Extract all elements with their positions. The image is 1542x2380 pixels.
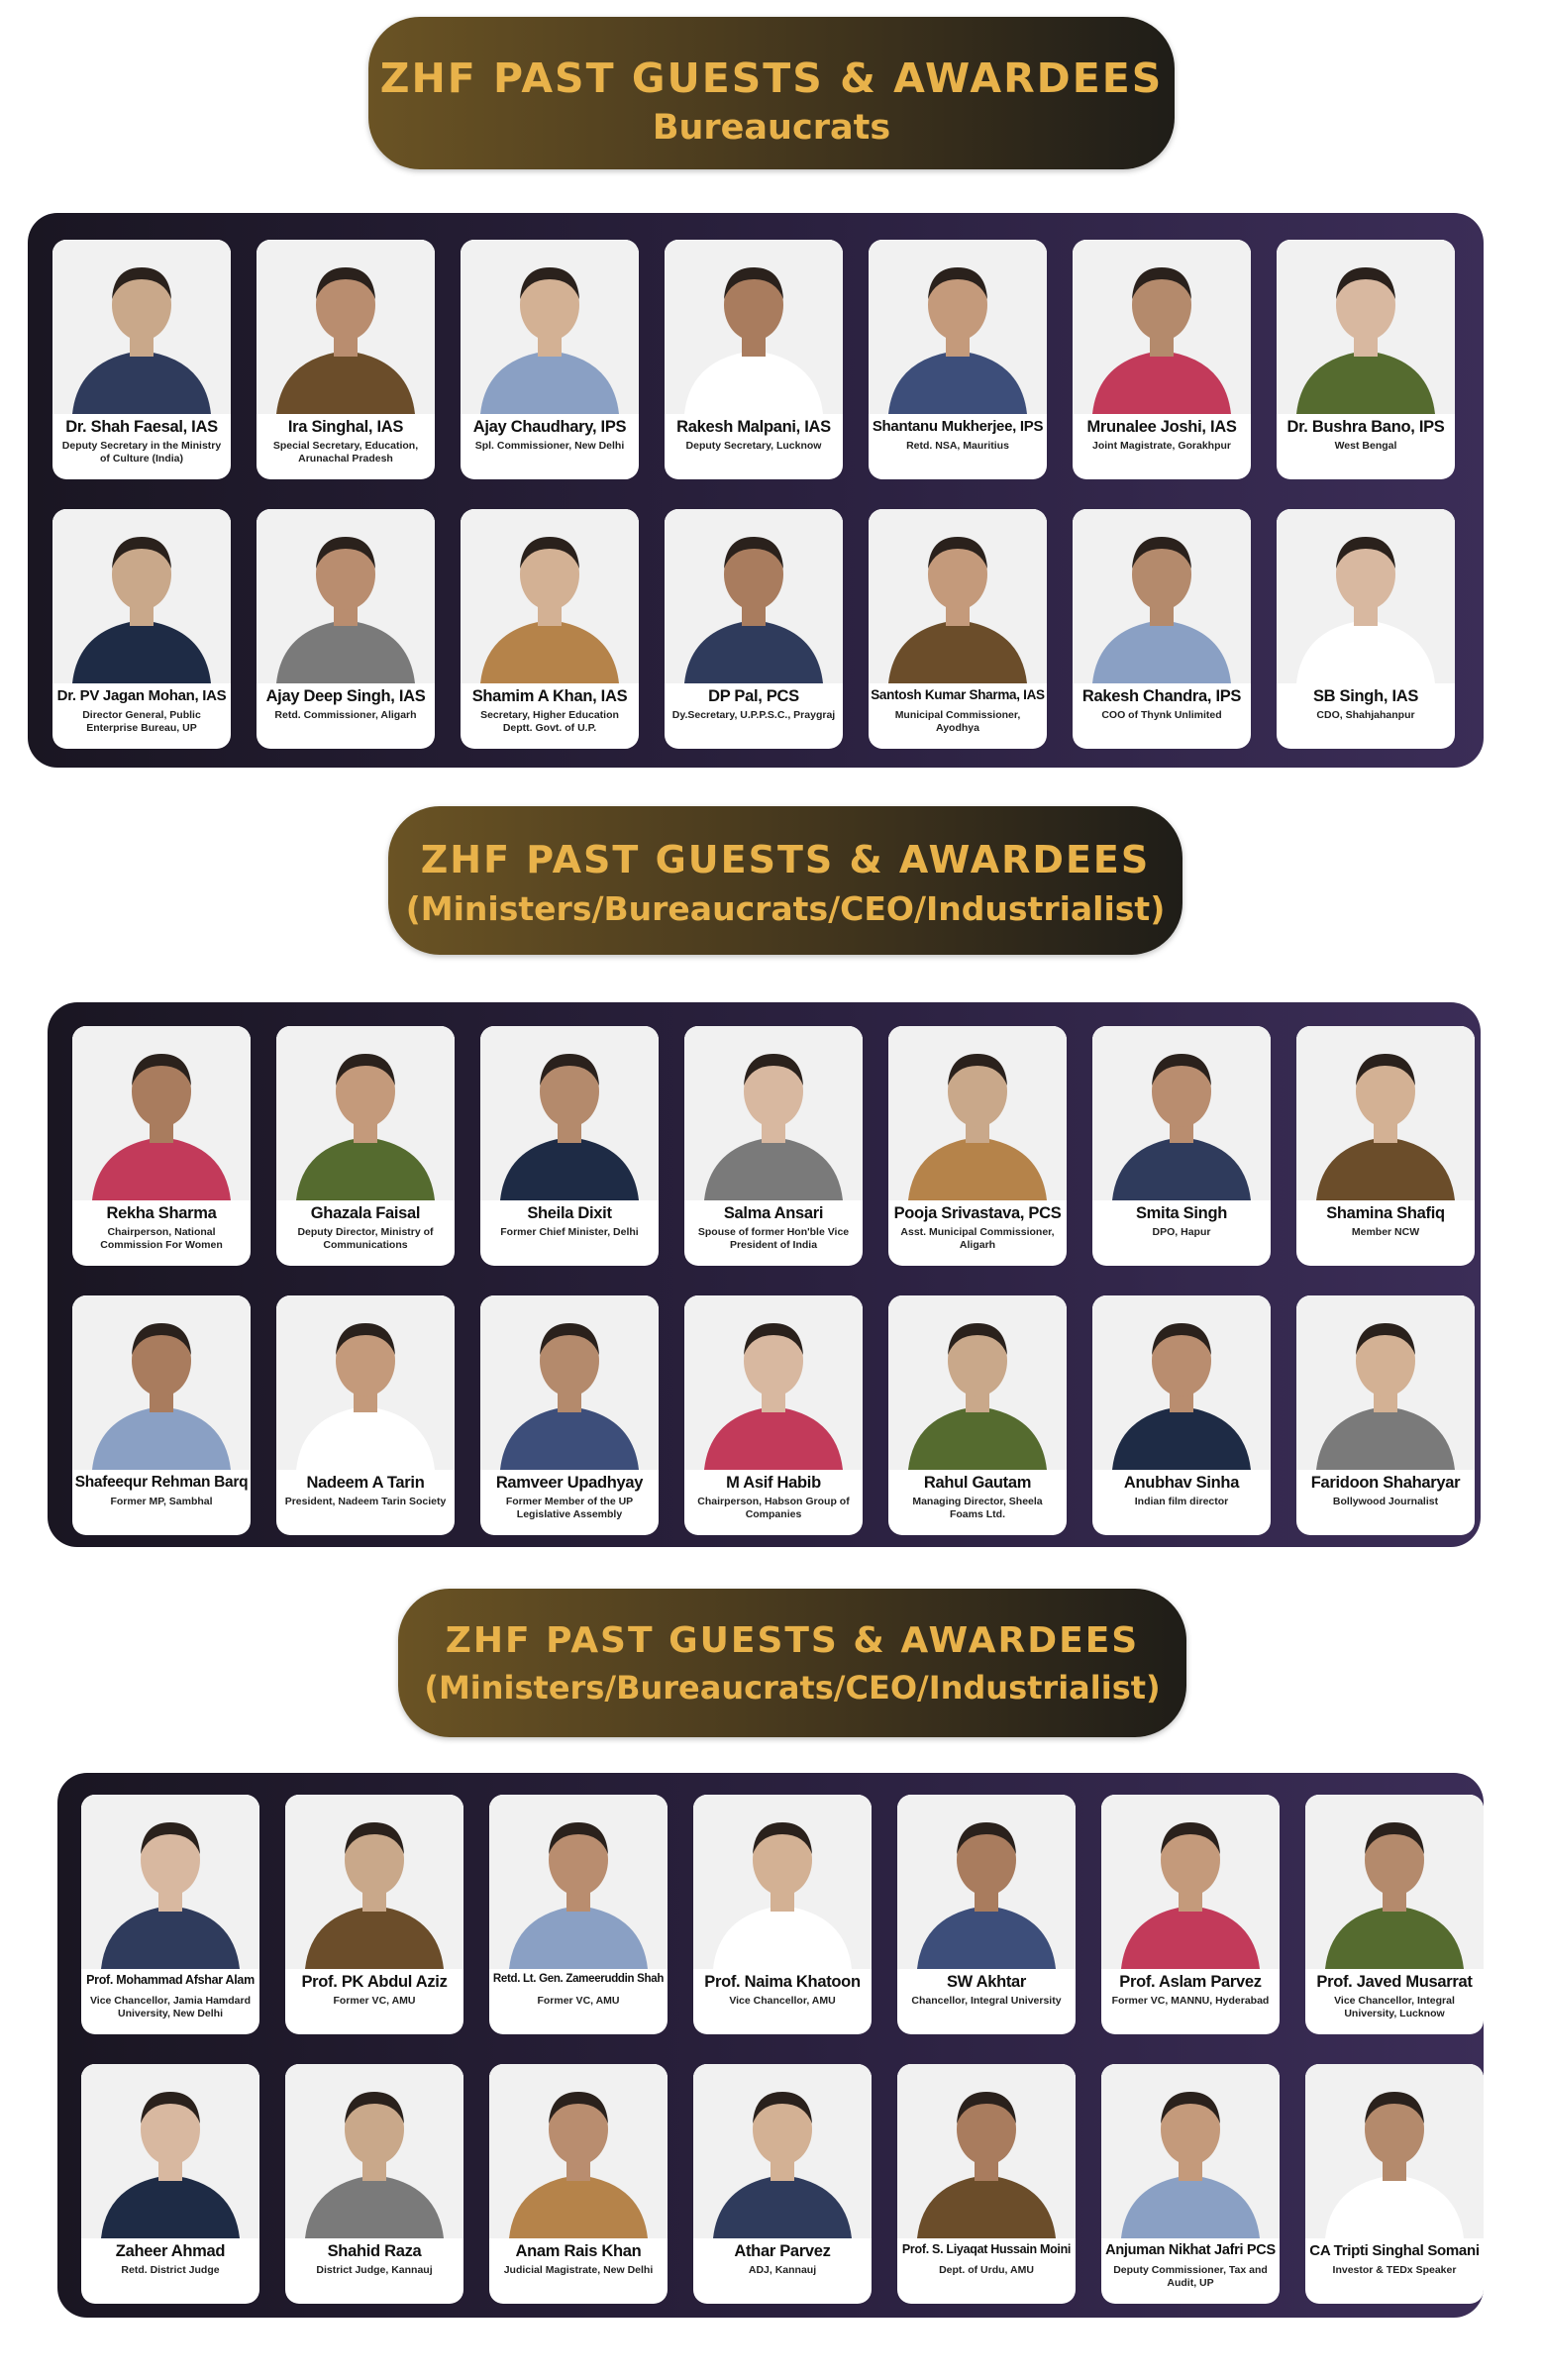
guest-panel-2 xyxy=(48,1002,1481,1547)
person-avatar-icon xyxy=(869,509,1047,683)
guest-photo xyxy=(869,240,1047,414)
guest-role: Former Chief Minister, Delhi xyxy=(500,1226,639,1238)
person-avatar-icon xyxy=(52,240,231,414)
guest-photo xyxy=(285,2064,463,2238)
guest-card xyxy=(81,2064,259,2304)
guest-role: Former Member of the UP Legislative Assembly xyxy=(505,1496,634,1520)
section-heading-ministers-2 xyxy=(398,1589,1186,1737)
guest-name: Nadeem A Tarin xyxy=(306,1474,425,1492)
guest-role: Chairperson, National Commission For Women xyxy=(100,1226,223,1251)
guest-photo xyxy=(684,1295,863,1470)
guest-name: Zaheer Ahmad xyxy=(115,2242,226,2260)
guest-card xyxy=(72,1026,251,1266)
guest-photo xyxy=(1092,1026,1271,1200)
guest-card xyxy=(461,240,639,479)
guest-grid xyxy=(52,240,1455,749)
guest-photo xyxy=(257,509,435,683)
guest-card xyxy=(489,1795,668,2034)
guest-photo xyxy=(480,1026,659,1200)
guest-name: SB Singh, IAS xyxy=(1312,687,1419,705)
guest-name: Prof. PK Abdul Aziz xyxy=(301,1973,448,1991)
guest-photo xyxy=(684,1026,863,1200)
guest-card xyxy=(480,1026,659,1266)
heading-subtitle: Bureaucrats xyxy=(652,108,891,148)
person-avatar-icon xyxy=(72,1295,251,1470)
guest-name: DP Pal, PCS xyxy=(708,687,799,705)
guest-name: Pooja Srivastava, PCS xyxy=(893,1204,1062,1222)
guest-name: Anam Rais Khan xyxy=(515,2242,642,2260)
guest-name: Sheila Dixit xyxy=(527,1204,612,1222)
guest-name: SW Akhtar xyxy=(946,1973,1027,1991)
guest-card xyxy=(693,2064,872,2304)
person-avatar-icon xyxy=(285,1795,463,1969)
guest-name: Shantanu Mukherjee, IPS xyxy=(872,418,1044,435)
person-avatar-icon xyxy=(1073,509,1251,683)
heading-title: ZHF PAST GUESTS & AWARDEES xyxy=(379,54,1164,102)
guest-role: Deputy Director, Ministry of Communications xyxy=(297,1226,434,1251)
guest-card xyxy=(1073,509,1251,749)
heading-title: ZHF PAST GUESTS & AWARDEES xyxy=(420,838,1151,881)
guest-photo xyxy=(480,1295,659,1470)
person-avatar-icon xyxy=(276,1295,455,1470)
guest-name: Prof. Mohammad Afshar Alam xyxy=(86,1973,255,1987)
person-avatar-icon xyxy=(888,1295,1067,1470)
guest-role: ADJ, Kannauj xyxy=(748,2264,817,2276)
guest-card xyxy=(888,1026,1067,1266)
guest-card xyxy=(1277,509,1455,749)
person-avatar-icon xyxy=(1305,2064,1484,2238)
guest-grid xyxy=(72,1026,1475,1535)
section-heading-bureaucrats xyxy=(368,17,1175,169)
heading-subtitle: (Ministers/Bureaucrats/CEO/Industrialist) xyxy=(424,1669,1161,1707)
guest-card xyxy=(897,1795,1076,2034)
guest-card xyxy=(1073,240,1251,479)
guest-photo xyxy=(665,240,843,414)
guest-role: Special Secretary, Education, Arunachal Pradesh xyxy=(272,440,419,465)
guest-card xyxy=(52,240,231,479)
guest-role: Retd. Commissioner, Aligarh xyxy=(274,709,417,721)
guest-role: Vice Chancellor, Integral University, Lucknow xyxy=(1334,1995,1455,2019)
guest-name: Shafeequr Rehman Barq xyxy=(74,1474,249,1491)
heading-title: ZHF PAST GUESTS & AWARDEES xyxy=(445,1620,1140,1661)
guest-role: Managing Director, Sheela Foams Ltd. xyxy=(912,1496,1043,1520)
person-avatar-icon xyxy=(684,1026,863,1200)
guest-grid xyxy=(81,1795,1484,2304)
guest-role: West Bengal xyxy=(1334,440,1397,452)
guest-panel-3 xyxy=(57,1773,1484,2318)
guest-photo xyxy=(72,1026,251,1200)
guest-card xyxy=(489,2064,668,2304)
guest-card xyxy=(1092,1295,1271,1535)
guest-role: Indian film director xyxy=(1134,1496,1229,1507)
guest-card xyxy=(869,240,1047,479)
guest-name: Ajay Chaudhary, IPS xyxy=(472,418,627,436)
guest-name: M Asif Habib xyxy=(726,1474,821,1492)
guest-card xyxy=(1305,1795,1484,2034)
guest-role: Director General, Public Enterprise Bureau, UP xyxy=(82,709,201,734)
guest-photo xyxy=(52,509,231,683)
guest-role: Dept. of Urdu, AMU xyxy=(939,2264,1034,2276)
guest-name: Faridoon Shaharyar xyxy=(1310,1474,1461,1492)
guest-card xyxy=(665,240,843,479)
guest-role: District Judge, Kannauj xyxy=(316,2264,433,2276)
guest-card xyxy=(1101,2064,1280,2304)
guest-role: Member NCW xyxy=(1351,1226,1420,1238)
guest-photo xyxy=(81,1795,259,1969)
guest-photo xyxy=(72,1295,251,1470)
guest-photo xyxy=(1073,509,1251,683)
guest-name: Prof. Naima Khatoon xyxy=(704,1973,861,1991)
person-avatar-icon xyxy=(1296,1295,1475,1470)
guest-role: Chancellor, Integral University xyxy=(911,1995,1062,2007)
guest-role: Dy.Secretary, U.P.P.S.C., Praygraj xyxy=(671,709,836,721)
guest-photo xyxy=(665,509,843,683)
guest-role: Vice Chancellor, AMU xyxy=(729,1995,836,2007)
guest-card xyxy=(1296,1026,1475,1266)
guest-photo xyxy=(693,1795,872,1969)
guest-name: Shamina Shafiq xyxy=(1326,1204,1445,1222)
person-avatar-icon xyxy=(1092,1026,1271,1200)
guest-photo xyxy=(888,1026,1067,1200)
guest-photo xyxy=(1101,2064,1280,2238)
guest-card xyxy=(276,1026,455,1266)
guest-photo xyxy=(1101,1795,1280,1969)
guest-card xyxy=(285,2064,463,2304)
guest-card xyxy=(888,1295,1067,1535)
guest-photo xyxy=(1296,1026,1475,1200)
person-avatar-icon xyxy=(897,2064,1076,2238)
guest-name: Ghazala Faisal xyxy=(310,1204,421,1222)
guest-name: Ira Singhal, IAS xyxy=(287,418,404,436)
person-avatar-icon xyxy=(81,1795,259,1969)
guest-name: Dr. Shah Faesal, IAS xyxy=(65,418,218,436)
guest-card xyxy=(869,509,1047,749)
guest-name: Rakesh Chandra, IPS xyxy=(1081,687,1242,705)
guest-photo xyxy=(489,2064,668,2238)
person-avatar-icon xyxy=(52,509,231,683)
guest-card xyxy=(693,1795,872,2034)
guest-role: Deputy Secretary in the Ministry of Culture (India) xyxy=(61,440,222,465)
guest-card xyxy=(257,240,435,479)
guest-card xyxy=(684,1026,863,1266)
guest-card xyxy=(1092,1026,1271,1266)
guest-photo xyxy=(52,240,231,414)
guest-name: Prof. Aslam Parvez xyxy=(1119,1973,1262,1991)
guest-photo xyxy=(1305,1795,1484,1969)
guest-name: Anjuman Nikhat Jafri PCS xyxy=(1105,2242,1276,2258)
guest-photo xyxy=(1296,1295,1475,1470)
person-avatar-icon xyxy=(257,509,435,683)
guest-card xyxy=(897,2064,1076,2304)
person-avatar-icon xyxy=(257,240,435,414)
person-avatar-icon xyxy=(480,1026,659,1200)
guest-card xyxy=(81,1795,259,2034)
guest-name: Shahid Raza xyxy=(327,2242,422,2260)
guest-photo xyxy=(888,1295,1067,1470)
person-avatar-icon xyxy=(1296,1026,1475,1200)
guest-role: Deputy Secretary, Lucknow xyxy=(685,440,822,452)
guest-card xyxy=(52,509,231,749)
guest-card xyxy=(1305,2064,1484,2304)
guest-name: Shamim A Khan, IAS xyxy=(471,687,628,705)
person-avatar-icon xyxy=(1101,2064,1280,2238)
guest-photo xyxy=(897,1795,1076,1969)
guest-name: Rekha Sharma xyxy=(106,1204,217,1222)
guest-card xyxy=(665,509,843,749)
guest-role: Deputy Commissioner, Tax and Audit, UP xyxy=(1113,2264,1268,2289)
guest-name: Ramveer Upadhyay xyxy=(495,1474,644,1492)
guest-card xyxy=(480,1295,659,1535)
guest-photo xyxy=(285,1795,463,1969)
person-avatar-icon xyxy=(1277,509,1455,683)
person-avatar-icon xyxy=(1092,1295,1271,1470)
person-avatar-icon xyxy=(665,240,843,414)
guest-role: Asst. Municipal Commissioner, Aligarh xyxy=(900,1226,1055,1251)
guest-name: Salma Ansari xyxy=(723,1204,824,1222)
guest-name: Anubhav Sinha xyxy=(1123,1474,1240,1492)
person-avatar-icon xyxy=(1277,240,1455,414)
guest-photo xyxy=(81,2064,259,2238)
guest-card xyxy=(285,1795,463,2034)
guest-card xyxy=(1277,240,1455,479)
guest-photo xyxy=(257,240,435,414)
person-avatar-icon xyxy=(1073,240,1251,414)
person-avatar-icon xyxy=(285,2064,463,2238)
guest-card xyxy=(684,1295,863,1535)
guest-photo xyxy=(1277,240,1455,414)
person-avatar-icon xyxy=(489,1795,668,1969)
guest-card xyxy=(461,509,639,749)
guest-role: Retd. NSA, Mauritius xyxy=(906,440,1009,452)
guest-name: Mrunalee Joshi, IAS xyxy=(1086,418,1237,436)
guest-role: Spouse of former Hon'ble Vice President of India xyxy=(697,1226,850,1251)
person-avatar-icon xyxy=(276,1026,455,1200)
guest-card xyxy=(1296,1295,1475,1535)
person-avatar-icon xyxy=(461,509,639,683)
guest-name: Smita Singh xyxy=(1135,1204,1228,1222)
person-avatar-icon xyxy=(693,1795,872,1969)
guest-photo xyxy=(276,1026,455,1200)
person-avatar-icon xyxy=(665,509,843,683)
guest-name: Ajay Deep Singh, IAS xyxy=(265,687,426,705)
person-avatar-icon xyxy=(1101,1795,1280,1969)
guest-name: Rahul Gautam xyxy=(923,1474,1032,1492)
guest-photo xyxy=(693,2064,872,2238)
guest-photo xyxy=(461,240,639,414)
guest-name: Retd. Lt. Gen. Zameeruddin Shah xyxy=(492,1973,665,1985)
guest-role: Municipal Commissioner, Ayodhya xyxy=(894,709,1021,734)
guest-role: Secretary, Higher Education Deptt. Govt. of U.P. xyxy=(480,709,619,734)
person-avatar-icon xyxy=(1305,1795,1484,1969)
person-avatar-icon xyxy=(684,1295,863,1470)
guest-name: Prof. S. Liyaqat Hussain Moini xyxy=(901,2242,1072,2256)
guest-card xyxy=(1101,1795,1280,2034)
guest-photo xyxy=(461,509,639,683)
guest-role: COO of Thynk Unlimited xyxy=(1101,709,1222,721)
person-avatar-icon xyxy=(461,240,639,414)
guest-role: CDO, Shahjahanpur xyxy=(1316,709,1415,721)
guest-name: Prof. Javed Musarrat xyxy=(1316,1973,1473,1991)
guest-role: Former VC, AMU xyxy=(537,1995,620,2007)
guest-photo xyxy=(1277,509,1455,683)
guest-photo xyxy=(1073,240,1251,414)
guest-role: President, Nadeem Tarin Society xyxy=(284,1496,447,1507)
guest-card xyxy=(257,509,435,749)
guest-card xyxy=(276,1295,455,1535)
person-avatar-icon xyxy=(869,240,1047,414)
person-avatar-icon xyxy=(489,2064,668,2238)
person-avatar-icon xyxy=(897,1795,1076,1969)
guest-role: Former VC, MANNU, Hyderabad xyxy=(1111,1995,1270,2007)
guest-card xyxy=(72,1295,251,1535)
guest-name: Dr. Bushra Bano, IPS xyxy=(1286,418,1445,436)
guest-name: CA Tripti Singhal Somani xyxy=(1309,2242,1480,2259)
guest-photo xyxy=(1092,1295,1271,1470)
guest-role: Investor & TEDx Speaker xyxy=(1332,2264,1457,2276)
guest-name: Dr. PV Jagan Mohan, IAS xyxy=(56,687,227,704)
guest-role: Retd. District Judge xyxy=(121,2264,220,2276)
guest-role: Vice Chancellor, Jamia Hamdard University, New Delhi xyxy=(89,1995,252,2019)
guest-name: Rakesh Malpani, IAS xyxy=(676,418,831,436)
heading-subtitle: (Ministers/Bureaucrats/CEO/Industrialist) xyxy=(405,889,1166,928)
guest-role: Former MP, Sambhal xyxy=(110,1496,213,1507)
person-avatar-icon xyxy=(480,1295,659,1470)
person-avatar-icon xyxy=(72,1026,251,1200)
guest-role: Joint Magistrate, Gorakhpur xyxy=(1091,440,1232,452)
guest-photo xyxy=(1305,2064,1484,2238)
guest-name: Santosh Kumar Sharma, IAS xyxy=(871,687,1045,702)
guest-panel-1 xyxy=(28,213,1484,768)
guest-name: Athar Parvez xyxy=(734,2242,831,2260)
guest-role: DPO, Hapur xyxy=(1152,1226,1211,1238)
guest-photo xyxy=(897,2064,1076,2238)
guest-photo xyxy=(869,509,1047,683)
guest-photo xyxy=(489,1795,668,1969)
guest-role: Bollywood Journalist xyxy=(1332,1496,1439,1507)
person-avatar-icon xyxy=(693,2064,872,2238)
guest-photo xyxy=(276,1295,455,1470)
guest-role: Chairperson, Habson Group of Companies xyxy=(697,1496,850,1520)
guest-role: Spl. Commissioner, New Delhi xyxy=(474,440,625,452)
person-avatar-icon xyxy=(888,1026,1067,1200)
person-avatar-icon xyxy=(81,2064,259,2238)
guest-role: Former VC, AMU xyxy=(333,1995,416,2007)
section-heading-ministers xyxy=(388,806,1182,955)
guest-role: Judicial Magistrate, New Delhi xyxy=(503,2264,654,2276)
